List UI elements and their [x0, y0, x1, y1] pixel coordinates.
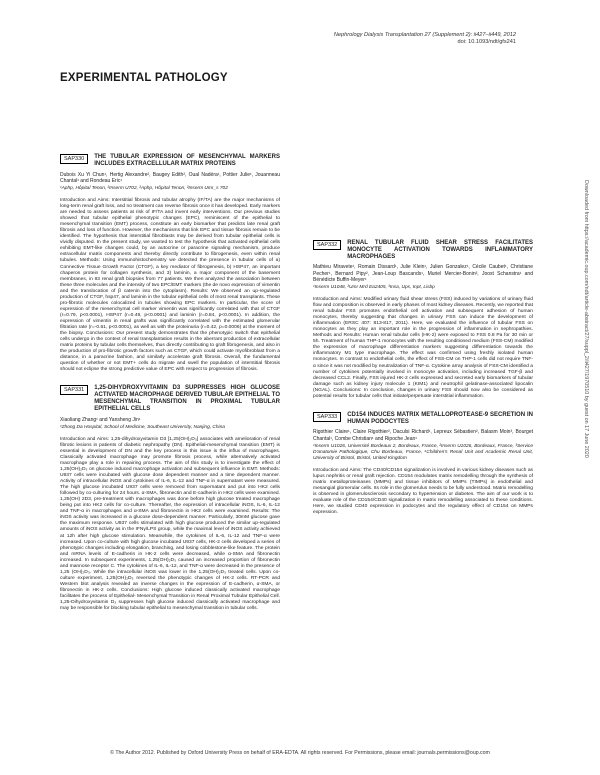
section-title: EXPERIMENTAL PATHOLOGY: [60, 72, 228, 84]
side-note-text: Downloaded from https://academic.oup.com/ndt/article-abstract/27/suppl_2/ii427/1970510 by guest on 17 June 2020: [583, 180, 589, 458]
abstract-title: THE TUBULAR EXPRESSION OF MESENCHYMAL MARKERS INCLUDES EXTRACELLULAR MATRIX PROTEINS: [94, 154, 280, 167]
abstract-authors: Rigothier Claire¹, Claire Rigothier², Daculsi Richard¹, Lepreux Sébastien², Balasm Moin³, Bourget Chantal¹, Combe Christian¹ and Ripoche Jean¹: [313, 429, 533, 442]
abstract-affiliation: ¹Inserm U1026, Université Bordeaux 2, Bordeaux, France, ²Inserm U1026, Bordeaux, France, ³Service D'anatomie Pathologique, Chu Bordeaux, France, ⁴Children's Renal Unit and Academic Renal Unit, University of Bristol, Bristol, United Kingdom: [313, 443, 533, 461]
abstract-body: Introduction and Aims: Modified urinary fluid shear stress (FSS) induced by variations of urinary fluid flow and composition is observed in early phases of most kidney diseases. Recently, we reported that renal tubular FSS promotes endothelial cell activation and subsequent adhesion of human monocytes, thereby suggesting that changes in urinary FSS can induce the development of inflammation (ERSC 407: 813-817, 2011). Here, we evaluated the influence of tubular FSS on monocytes as they play an important role in the progression of inflammation in nephropathies. Methods and Results: Human renal tubular cells (HK-2) were exposed to FSS 0.8 Pa for 30 min or 5h. Treatment of human THP-1 monocytes with the resulting conditioned medium (FSS-CM) modified the expression of macrophage differentiation markers suggesting differentiation towards the inflammatory M1 type macrophage. The effect was confirmed using freshly isolated human monocytes. In contrast to endothelial cells, the effect of FSS-CM on THP-1 cells did not require TNF-α since it was not modified by neutralization of TNF-α. Cytokine array analysis of FSS-CM identified a number of cytokines potentially involved in monocyte activation, including increased TGF-β and decreased CCL2. Finally, FSS injured HK-2 cells expressed and secreted early biomarkers of tubular damage such as kidney injury molecule 1 (KIM1) and neutrophil gelatinase-associated lipocalin (NGAL). Conclusions: In conclusion, changes in urinary FSS should now also be considered as potential results for tubular cells that initiate/perpetuate interstitial inflammation.: [313, 297, 533, 399]
abstract-id: SAP333: [313, 412, 341, 422]
abstract-header-sap331: [60, 385, 280, 412]
abstract-id: SAP332: [313, 240, 341, 250]
abstract-body: Introduction and Aims: The CD40/CD154 signalization is involved in various kidney diseases such as lupus nephritis or renal graft rejection. CD154 modulates matrix remodelling through the synthesis of matrix metalloproteinases (MMPs) and tissue inhibitors of MMPs (TIMPs) in endothelial and mesangial glomerular cells. Its role in the glomerulus needs to be fully understood. Matrix remodelling is observed in glomerulosclerosis secondary to hypertension or diabetes. The aim of our work is to evaluate role of the CD154/CD40 signalization in matrix remodelling associated to these conditions. Here, we studied CD40 expression in podocytes and the regulatory effect of CD154 on MMPs expression.: [313, 467, 533, 516]
journal-doi: doi: 10.1093/ndt/gfs241: [457, 39, 516, 45]
abstract-affiliation: ¹Inserm U1048, ²Umr Mrd Ea2405, ³Insa, Ups, Inpt, Lisbp: [313, 285, 435, 290]
left-column: [60, 150, 280, 612]
journal-citation: Nephrology Dialysis Transplantation 27 (Supplement 2): ii427–ii449, 2012: [333, 32, 516, 38]
abstract-authors: Dubois Xu Yi Chun¹, Hertig Alexandre², Baugey Edith², Oual Nadéra¹, Pottier Julie¹, Jouanneau Chantal¹ and Rondeau Eric¹: [60, 171, 280, 184]
abstract-header-sap333: [313, 412, 533, 426]
copyright-footer: © The Author 2012. Published by Oxford University Press on behalf of ERA-EDTA. All rights reserved. For Permissions, please email: journals.permissions@oup.com: [110, 750, 490, 756]
abstract-title: CD154 INDUCES MATRIX METALLOPROTEASE-9 SECRETION IN HUMAN PODOCYTES: [347, 411, 533, 425]
abstract-header-sap330: [60, 154, 280, 168]
journal-header: [334, 32, 516, 46]
download-side-note: [583, 180, 591, 700]
abstract-authors: Mathieu Miravete¹, Romain Dissard¹, Julie Klein¹, Julien Gonzalez¹, Cécile Caubet¹, Christiane Pecher¹, Bernard Pipy², Jean-Loup Bascands¹, Muriel Mercier-Bonin³, Joost Schanstra¹ and Bénédicte Buffin-Meyer¹: [313, 264, 533, 283]
abstract-header-sap332: [313, 240, 533, 260]
abstract-title: 1,25-DIHYDROXYVITAMIN D3 SUPPRESSES HIGH GLUCOSE ACTIVATED MACROPHAGE DERIVED TUBULAR EPITHELIAL TO MESENCHYMAL TRANSITION IN PROXIMAL TUBULAR EPITHELIAL CELLS: [94, 385, 280, 412]
abstract-body: Introduction and Aims: Interstitial fibrosis and tubular atrophy (IF/TA) are the major mechanisms of long-term renal graft loss, and no treatment can reverse fibrosis once it has developed. Early markers are needed to assess patients at risk of IF/TA and invent early interventions. Our previous studies showed that tubular epithelial phenotypic changes (EPC), reminiscent of the epithelial to mesenchymal transition (EMT) process, constitute an early biomarker that predicts late renal graft fibrosis and loss of function. However, the mechanisms that link EPC and tissue fibrosis remain to be identified. The hypothesis that interstitial fibroblasts may be derived from tubular epithelial cells is vividly disputed. In the present study, we wanted to test the hypothesis that activated epithelial cells exhibiting EMT-like changes could, by an autocrine or paracrine signaling mechanism, produce extracellular matrix components and thereby directly contribute to fibrogenesis, even within renal tubules. Methods: Using immunohistochemistry we detected the presence in tubular cells of a) Connective Tissue Growth Factor (CTGF), a key mediator of fibrogenesis, b) HSP47, an important chaperon protein for collagen synthesis, and 3) laminin, a major component of the basement membranes, in 93 renal graft biopsies from 77 patients. We then analyzed the association between these three molecules and the intensity of two EPC/EMT markers (the de novo expression of vimentin and the translocation of β catenin into the cytoplasm). Results: We observed an up-regulated production of CTGF, hsp47, and laminin in the tubular epithelial cells of most renal transplants. These pro-fibrotic molecules colocalized in tubules showing EPC markers. In particular, the score of expression of the mesenchymal cell marker vimentin was significantly correlated with that of CTGF (r=0.79, p<0.0001), HSP47 (r=0.49, p<0.0001) and laminin (r=0.84, p<0.0001). In addition, the expression of vimentin in renal grafts was significantly correlated with the estimated glomerular filtration rate (r=-0.61, p<0.0001), as well as with the proteinuria (r=0.42, p=0.0006) at the moment of the biopsy. Conclusions: Our present study demonstrates that the phenotypic switch that epithelial cells undergo in the context of renal transplantation results in the aberrant production of extracellular matrix proteins by tubular cells themselves, thus directly contributing to graft fibrogenesis, and also in the production of pro-fibrotic growth factors such as CTGF, which could activate myofibroblast from a distance, in a paracrine fashion, and similarly accelerate graft fibrosis. Overall, the fundamental question of whether or not EMT+ cells do migrate and swell the population of interstitial fibrosis should not eclipse the strong predictive value of EPC with respect to progression of fibrosis.: [60, 198, 280, 373]
abstract-affiliation: ¹Aphp, Hôpital Tenon, ²Inserm U702, ²Aphp, Hôpital Tenon, ²Inserm Umr_s 702: [60, 186, 228, 191]
abstract-affiliation: ¹Zhong Da Hospital, School of Medicine, Southeast University, Nanjing, China: [60, 424, 225, 430]
abstract-authors: Xiaoliang Zhang¹ and Yansheng Jin¹: [60, 416, 141, 423]
abstract-id: SAP330: [60, 154, 88, 164]
abstract-body: Introduction and Aims: 1,25-dihydroxyvitamin D3 [1,25(OH)₂D₃] associates with amelioration of renal fibrotic lesions in patients of diabetic nephropathy (DN). Epithelial-mesenchymal transition (EMT) is essential in development of DN and the key process in this issue is the influx of macrophages. Classically activated macrophage may promote fibrosis process, while alternatively activated macrophage play a role in repairing process. The aim of this study is to investigate the effect of 1,25(OH)₂D₃ on glucose induced macrophage activation and subsequent influence in EMT. Methods: U937 cells were incubated with glucose dose dependent manner and a time dependent manner. Activity of intracellular iNOS and cytokines of IL-6, IL-12 and TNF-α in supernatant were measured. The high glucose incubated U937 cells were removed from supernatant and put into HK2 cells followed by co-culturing for 24 hours. α-SMA, fibronectin and E-cadherin in HK2 cells were examined. 1,25(OH) 2D3, pre-treatment with macrophages was done before high glucose treated macrophage being put into HK2 cells for co-culture. Thereafter, the expression of intracellular iNOS, IL-6, IL-12 and TNF-α in macrophages and α-SMA and fibronectin in HK2 cells were examined. Results: The iNOS activity was increased in a glucose dose-dependent manner. Particularly, 30mM glucose gave the maximum response. U937 cells stimulated with high glucose produced the similar up-regulated amounts of iNOS activity as in the IFNγ/LPS group, while the maximal level of iNOS activity achieved at 12h after high glucose stimulation. Meanwhile, the cytokines of IL-6, IL-12 and TNF-α were increased. Upon co-culture with high glucose incubated U937 cells, HK-2 cells developed a series of phenotypic changes including elongation, branching, and losing cobblestone-like feature. The protein and mRNA levels of E-cadherin in HK-2 cells were decreased, while α-SMA and fibronectin increased. In subsequent experiments, 1,25(OH)₂D₃ caused an increased proportion of fibronectin and mannose receptor C. The cytokines of IL-6, IL-12, and TNF-α were decreased in the presence of 1,25 (OH)₂D₃. While the intracellular iNOS was lower in the 1,25(OH)₂D₃ treated cells. Upon co-culture experiment, 1,25(OH)₂D₃ reversed the phenotypic changes of HK-2 cells. RT-PCR and Western blot analysis revealed an inverse changes in the expression of E-cadherin, α-SMA, or fibronectin in HK-2 cells. Conclusions: High glucose induced classically activated macrophage facilitates the process of Epithelial- Mesenchymal Transition in Renal Proximal Tubular Epithelial Cell. 1,25-Dihydroxyvitamin D₃ suppresses high glucose induced classically activated macrophage and may be responsible for blocking tubular epithelial to mesenchymal transition in tubular cells.: [60, 436, 280, 612]
abstract-id: SAP331: [60, 385, 88, 395]
right-column: [313, 80, 533, 516]
abstract-title: RENAL TUBULAR FLUID SHEAR STRESS FACILITATES MONOCYTE ACTIVATION TOWARDS INFLAMMATORY MACROPHAGES: [347, 240, 533, 260]
